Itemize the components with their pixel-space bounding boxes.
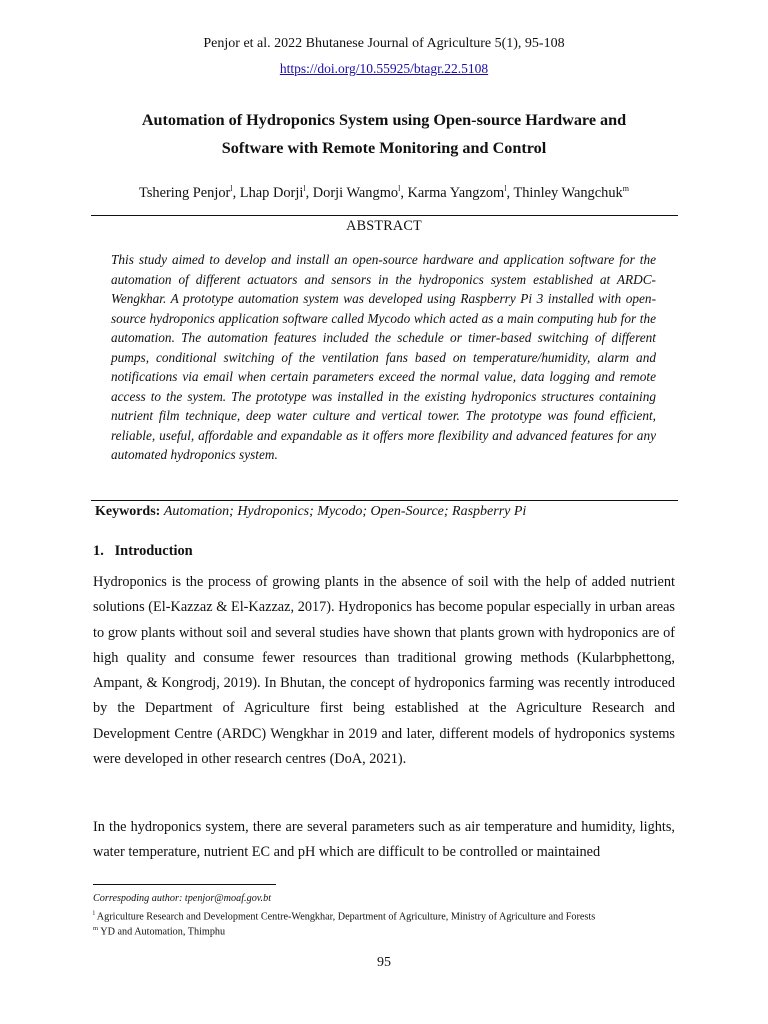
intro-paragraph-2: In the hydroponics system, there are several parameters such as air temperature and humidity, lights, water temperature, nutrient EC and pH which are difficult to be controlled or maintained [93,819,675,861]
author: Karma Yangzom$^l$, [407,184,514,201]
footnote-affiliation-l: $^l$ Agriculture Research and Development Centre-Wengkhar, Department of Agriculture, Ministry of Agriculture and Forests [93,910,596,923]
author-list [0,184,768,202]
paper-title [0,106,768,162]
section-heading-introduction: 1. Introduction [93,543,193,559]
keywords-value: Automation; Hydroponics; Mycodo; Open-Source; Raspberry Pi [163,504,527,519]
abstract-top-rule [91,215,678,216]
author: Thinley Wangchuk$^m$ [513,184,629,201]
author: Dorji Wangmo$^l$, [312,184,408,201]
title-line-1: Automation of Hydroponics System using Open-source Hardware and [141,111,627,129]
footnote-corresponding-author: Correspoding author: tpenjor@moaf.gov.bt [93,893,272,904]
author: Tshering Penjor$^l$, [139,184,240,201]
abstract-text: This study aimed to develop and install an open-source hardware and application software for the automation of different actuators and sensors in the hydroponics system established at ARDC-Wengkhar. A prototype automation system was developed using Raspberry Pi 3 installed with open-source hydroponics application software called Mycodo which acted as a main computing hub for the automation. The automation features included the schedule or timer-based switching of different pumps, conditional switching of the ventilation fans based on temperature/humidity, alarm and notifications via email when certain parameters exceed the normal value, data logging and remote access to the system. The prototype was installed in the existing hydroponics structures containing nutrient film technique, deep water culture and vertical tower. The prototype was found efficient, reliable, useful, affordable and expandable as it offers more flexibility and advanced features for any automated hydroponics system. [111,252,656,462]
abstract-bottom-rule [91,500,678,501]
doi-link[interactable]: https://doi.org/10.55925/btagr.22.5108 [279,61,489,76]
keywords [95,504,526,520]
author: Lhap Dorji$^l$, [239,184,313,201]
page-number: 95 [377,955,391,970]
intro-paragraph-1: Hydroponics is the process of growing plants in the absence of soil with the help of added nutrient solutions (El-Kazzaz & El-Kazzaz, 2017). Hydroponics has become popular especially in urban areas to grow plants without soil and several studies have shown that plants grown with hydroponics are of high quality and consume fewer resources than traditional growing methods (Kularbphettong, Ampant, & Kongrodj, 2019). In Bhutan, the concept of hydroponics farming was recently introduced by the Department of Agriculture first being established at the Agriculture Research and Development Centre (ARDC) Wengkhar in 2019 and later, different models of hydroponics systems were developed in other research centres (DoA, 2021). [93,574,675,768]
abstract-heading: ABSTRACT [346,218,422,234]
title-line-2: Software with Remote Monitoring and Control [221,139,547,157]
footnote-rule [93,884,276,885]
keywords-label: Keywords: [95,504,161,519]
journal-citation: Penjor et al. 2022 Bhutanese Journal of Agriculture 5(1), 95-108 [203,36,565,51]
footnote-affiliation-m: $^m$ YD and Automation, Thimphu [93,925,226,938]
